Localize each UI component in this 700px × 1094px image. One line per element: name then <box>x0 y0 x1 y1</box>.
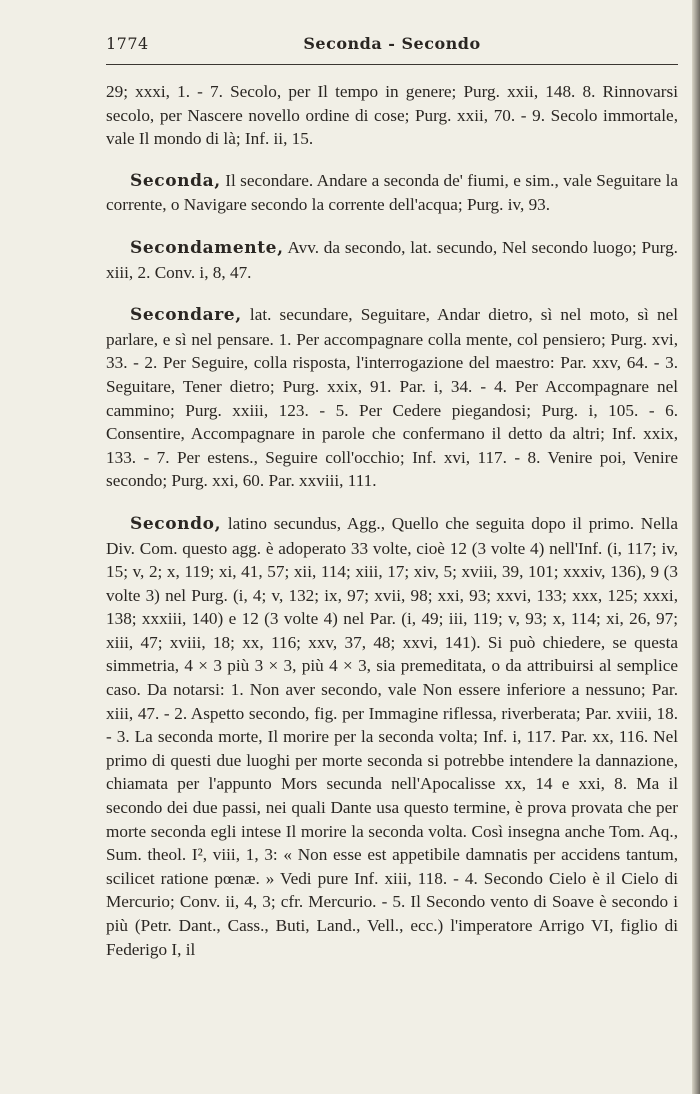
entry-secondo <box>106 512 678 961</box>
entry-headword: Secondo, <box>130 513 222 534</box>
page-edge <box>692 0 700 1094</box>
running-head: Seconda - Secondo <box>303 34 481 53</box>
entry-headword: Secondamente, <box>130 237 284 258</box>
entry-secondamente <box>106 236 678 284</box>
entry-seconda <box>106 169 678 217</box>
page-header <box>106 28 678 65</box>
entry-secondare <box>106 303 678 493</box>
entry-text: lat. secundare, Seguitare, Andar dietro, sì nel moto, sì nel parlare, e sì nel pensare. 1. Per accompagnare colla mente, col pensiero; Purg. xvi, 33. - 2. Per Seguire, colla risposta, l'interrogazione del maestro: Par. xxv, 64. - 3. Seguitare, Tener dietro; Purg. xxix, 91. Par. i, 34. - 4. Per Accompagnare nel cammino; Purg. xxiii, 123. - 5. Per Cedere piegandosi; Purg. i, 105. - 6. Consentire, Accompagnare in parole che confermano il detto da altri; Inf. xxix, 133. - 7. Per estens., Seguire coll'occhio; Inf. xvi, 117. - 8. Venire poi, Venire secondo; Purg. xxi, 60. Par. xxviii, 111. <box>106 305 678 491</box>
entry-text: 29; xxxi, 1. - 7. Secolo, per Il tempo in genere; Purg. xxii, 148. 8. Rinnovarsi secolo, per Nascere novello ordine di cose; Purg. xxii, 70. - 9. Secolo immortale, vale Il mondo di là; Inf. ii, 15. <box>106 82 678 149</box>
entry-text: Avv. da secondo, lat. secundo, Nel secondo luogo; Purg. xiii, 2. Conv. i, 8, 47. <box>106 237 678 282</box>
page-number: 1774 <box>106 34 149 53</box>
entry-headword: Seconda, <box>130 170 221 191</box>
dictionary-text <box>106 80 678 980</box>
entry-text: Il secondare. Andare a seconda de' fiumi, e sim., vale Seguitare la corrente, o Navigare secondo la corrente dell'acqua; Purg. iv, 93. <box>106 170 679 215</box>
entry-headword: Secondare, <box>130 305 242 326</box>
entry-text: latino secundus, Agg., Quello che seguita dopo il primo. Nella Div. Com. questo agg. è adoperato 33 volte, cioè 12 (3 volte 4) nell'Inf. (i, 117; iv, 15; v, 2; x, 119; xi, 41, 57; xii, 114; xiii, 17; xiv, 5; xviii, 39, 101; xxxiv, 136), 9 (3 volte 3) nel Purg. (i, 4; v, 132; ix, 97; xvii, 98; xxi, 93; xxvi, 133; xxx, 125; xxxi, 138; xxxiii, 140) e 12 (3 volte 4) nel Par. (i, 49; iii, 119; v, 93; x, 114; xi, 26, 97; xiii, 47; xviii, 18; xx, 116; xxv, 37, 48; xxvi, 141). Si può chiedere, se questa simmetria, 4 × 3 più 3 × 3, più 4 × 3, sia premeditata, o da attribuirsi al semplice caso. Da notarsi: 1. Non aver secondo, vale Non essere inferiore a nessuno; Par. xiii, 47. - 2. Aspetto secondo, fig. per Immagine riflessa, riverberata; Par. xviii, 18. - 3. La seconda morte, Il morire per la seconda volta; Inf. i, 117. Par. xx, 116. Nel primo di questi due luoghi per morte seconda si potrebbe intendere la dannazione, chiamata per l'appunto Mors secunda nell'Apocalisse xx, 14 e xxi, 8. Ma il secondo dei due passi, nei quali Dante usa questo termine, è prova provata che per morte seconda egli intese Il morire la seconda volta. Così insegna anche Tom. Aq., Sum. theol. I², viii, 1, 3: « Non esse est appetibile damnatis per accidens tantum, scilicet ratione pœnæ. » Vedi pure Inf. xiii, 118. - 4. Secondo Cielo è il Cielo di Mercurio; Conv. ii, 4, 3; cfr. Mercurio. - 5. Il Secondo vento di Soave è secondo i più (Petr. Dant., Cass., Buti, Land., Vell., ecc.) l'imperatore Arrigo VI, figlio di Federigo I, il <box>106 513 678 959</box>
entry-continuation <box>106 80 678 151</box>
